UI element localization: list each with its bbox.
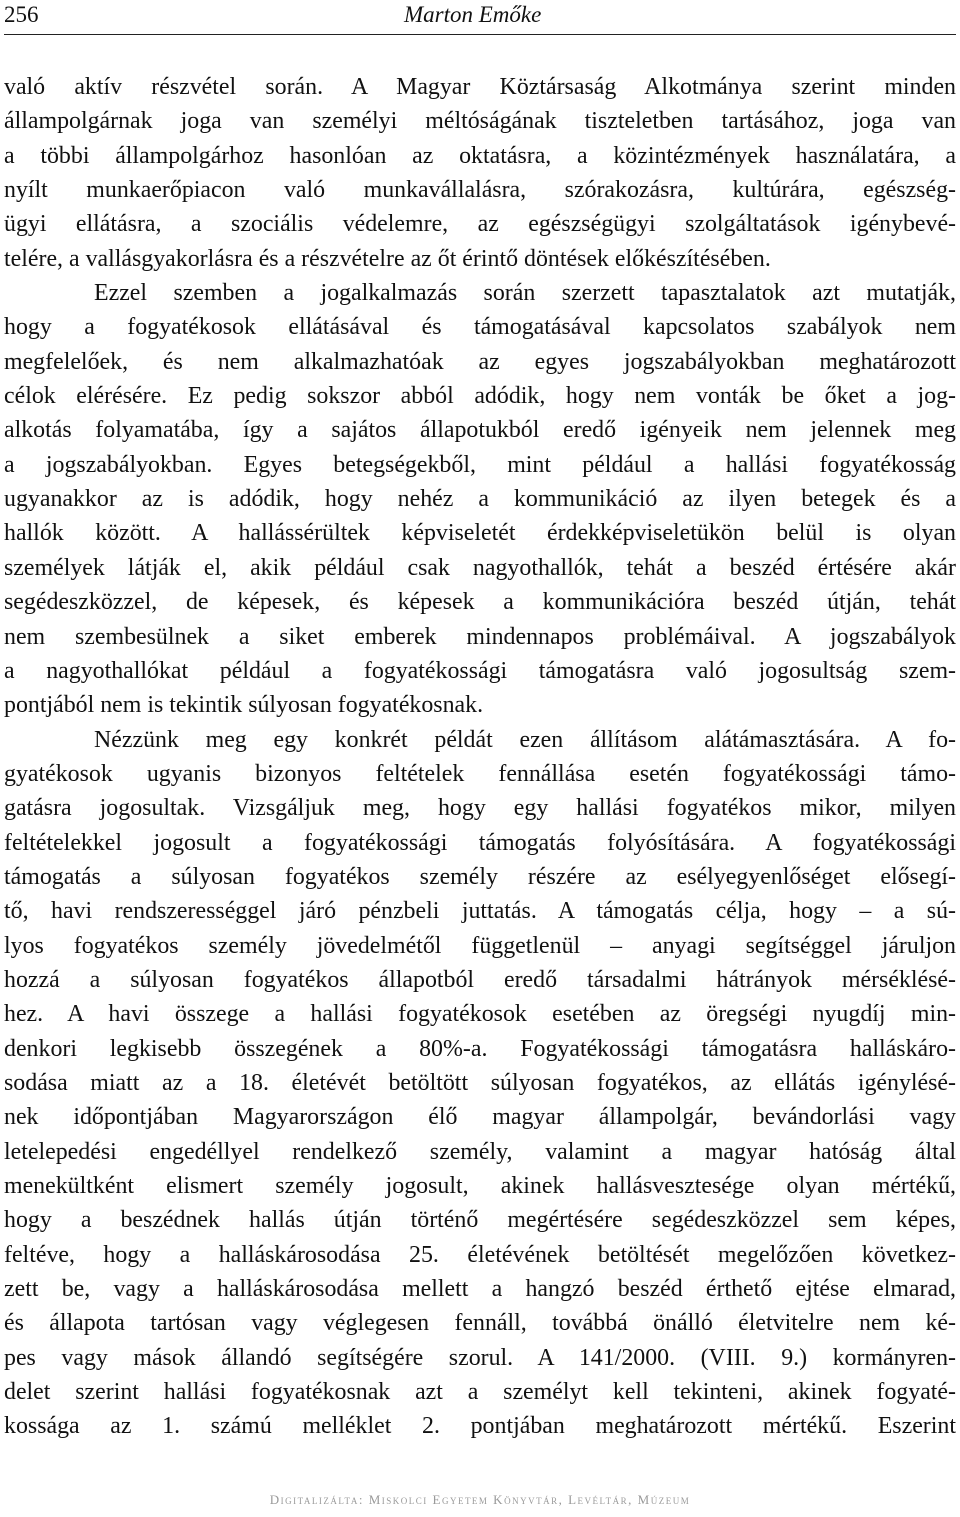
text-line: személyek látják el, akik például csak nagyothallók, tehát a beszéd értésére akár — [4, 554, 956, 581]
text-line: nyílt munkaerőpiacon való munkavállalásra, szórakozásra, kultúrára, egészség- — [4, 177, 956, 204]
text-line: gatásra jogosultak. Vizsgáljuk meg, hogy egy hallási fogyatékos mikor, milyen — [4, 795, 956, 822]
text-line: denkori legkisebb összegének a 80%-a. Fogyatékossági támogatásra halláskáro- — [4, 1035, 956, 1062]
text-line: a többi állampolgárhoz hasonlóan az oktatásra, a közintézmények használatára, a — [4, 142, 956, 169]
text-line: gyatékosok ugyanis bizonyos feltételek fennállása esetén fogyatékossági támo- — [4, 760, 956, 787]
text-line: nem szembesülnek a siket emberek mindennapos problémáival. A jogszabályok — [4, 623, 956, 650]
text-line: megfelelőek, és nem alkalmazhatóak az egyes jogszabályokban meghatározott — [4, 348, 956, 375]
text-line: zett be, vagy a halláskárosodása mellett a hangzó beszéd érthető ejtése elmarad, — [4, 1276, 956, 1303]
text-line: ugyanakkor az is adódik, hogy nehéz a kommunikáció az ilyen betegek és a — [4, 486, 956, 513]
text-line: sodása miatt az a 18. életévét betöltött súlyosan fogyatékos, az ellátás igénylésé- — [4, 1069, 956, 1096]
text-line: delet szerint hallási fogyatékosnak azt a személyt kell tekinteni, akinek fogyaté- — [4, 1379, 956, 1406]
page-number: 256 — [4, 2, 39, 27]
text-line: a jogszabályokban. Egyes betegségekből, mint például a hallási fogyatékosság — [4, 451, 956, 478]
text-line: állampolgárnak joga van személyi méltóságának tiszteletben tartásához, joga van — [4, 108, 956, 135]
text-line: a nagyothallókat például a fogyatékossági támogatásra való jogosultság szem- — [4, 657, 956, 684]
text-line: célok elérésére. Ez pedig sokszor abból adódik, hogy nem vonták be őket a jog- — [4, 383, 956, 410]
text-line: ügyi ellátásra, a szociális védelemre, az egészségügyi szolgáltatások igénybevé- — [4, 211, 956, 238]
text-line: feltéve, hogy a halláskárosodása 25. életévének betöltését megelőzően következ- — [4, 1241, 956, 1268]
text-line: támogatás a súlyosan fogyatékos személy részére az esélyegyenlőséget elősegí- — [4, 863, 956, 890]
text-line: lyos fogyatékos személy jövedelmétől függetlenül – anyagi segítséggel járuljon — [4, 932, 956, 959]
text-line: telére, a vallásgyakorlásra és a részvételre az őt érintő döntések előkészítésében. — [4, 245, 771, 272]
text-line: hozzá a súlyosan fogyatékos állapotból eredő társadalmi hátrányok mérséklésé- — [4, 966, 956, 993]
text-line: Nézzünk meg egy konkrét példát ezen állításom alátámasztására. A fo- — [94, 726, 956, 753]
digitization-footer: Digitalizálta: Miskolci Egyetem Könyvtár, Levéltár, Múzeum — [269, 1492, 691, 1507]
text-line: segédeszközzel, de képesek, és képesek a kommunikációra beszéd útján, tehát — [4, 589, 956, 616]
text-line: nek időpontjában Magyarországon élő magyar állampolgár, bevándorlási vagy — [4, 1104, 956, 1131]
running-head: Marton Emőke — [404, 2, 542, 27]
text-line: tő, havi rendszerességgel járó pénzbeli juttatás. A támogatás célja, hogy – a sú- — [4, 898, 956, 925]
text-line: alkotás folyamatába, így a sajátos állapotukból eredő igényeik nem jelennek meg — [4, 417, 956, 444]
text-line: Ezzel szemben a jogalkalmazás során szerzett tapasztalatok azt mutatják, — [94, 280, 956, 307]
text-line: pes vagy mások állandó segítségére szorul. A 141/2000. (VIII. 9.) kormányren- — [4, 1344, 956, 1371]
page-header — [4, 0, 956, 35]
text-line: hez. A havi összege a hallási fogyatékosok esetében az öregségi nyugdíj min- — [4, 1001, 956, 1028]
text-line: letelepedési engedéllyel rendelkező személy, valamint a magyar hatóság által — [4, 1138, 956, 1165]
text-line: feltételekkel jogosult a fogyatékossági támogatás folyósítására. A fogyatékossági — [4, 829, 956, 856]
text-line: hogy a fogyatékosok ellátásával és támogatásával kapcsolatos szabályok nem — [4, 314, 956, 341]
text-line: való aktív részvétel során. A Magyar Köztársaság Alkotmánya szerint minden — [4, 74, 956, 100]
text-line: menekültként elismert személy jogosult, akinek hallásvesztesége olyan mértékű, — [4, 1173, 956, 1199]
text-line: kossága az 1. számú melléklet 2. pontjában meghatározott mértékű. Eszerint — [4, 1413, 956, 1440]
text-line: és állapota tartósan vagy véglegesen fennáll, továbbá önálló életvitelre nem ké- — [4, 1310, 956, 1337]
text-line: pontjából nem is tekintik súlyosan fogyatékosnak. — [4, 692, 484, 719]
text-line: hogy a beszédnek hallás útján történő megértésére segédeszközzel sem képes, — [4, 1207, 956, 1234]
text-line: hallók között. A hallássérültek képviseletét érdekképviseletükön belül is olyan — [4, 520, 956, 547]
body-text — [4, 70, 956, 1444]
